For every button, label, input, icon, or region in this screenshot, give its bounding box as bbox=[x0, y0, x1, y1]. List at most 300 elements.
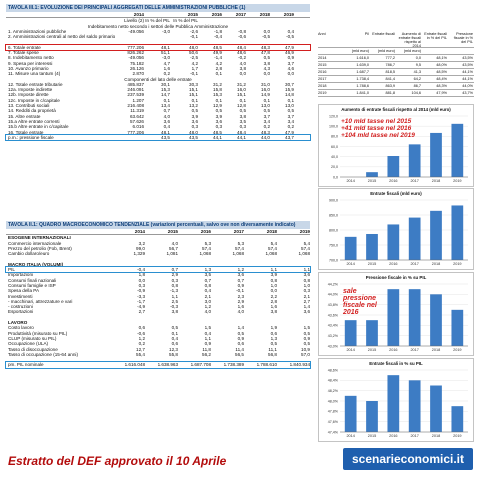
cell-value: 0,1 bbox=[263, 97, 270, 103]
cell-value: 5,4 bbox=[270, 240, 277, 246]
cell: (mld euro) bbox=[351, 49, 369, 53]
cell-value: 2,7 bbox=[303, 298, 310, 304]
cell-value: 1,068 bbox=[298, 251, 310, 257]
x-tick-label: 2018 bbox=[431, 179, 441, 183]
cell-value: 55,4 bbox=[136, 351, 145, 357]
cell-value: 0,4 bbox=[204, 288, 211, 294]
x-tick-label: 2018 bbox=[431, 348, 441, 352]
section-heading: Indebitamento netto secondo i settori delle Pubblica Amministrazione bbox=[87, 23, 229, 29]
cell-value: 0,4 bbox=[287, 28, 294, 34]
cell-value: 43,7 bbox=[285, 134, 294, 140]
cell-value: 237.539 bbox=[127, 92, 144, 98]
cell-value: 6.016 bbox=[132, 124, 144, 130]
cell-value: 1.638.963 bbox=[157, 362, 178, 368]
cell: Anni bbox=[318, 32, 326, 36]
cell: 0,0 bbox=[415, 56, 421, 60]
cell-value: -0,6 bbox=[238, 34, 246, 40]
cell-value: -1,8 bbox=[214, 28, 222, 34]
cell-value: 2016 bbox=[200, 229, 211, 234]
cell-value: 3,2 bbox=[138, 240, 145, 246]
cell-value: 0,9 bbox=[303, 335, 310, 341]
cell-value: -1,3 bbox=[170, 288, 178, 294]
cell-value: -3,3 bbox=[137, 293, 145, 299]
bar bbox=[430, 294, 442, 346]
row-label: Investimenti bbox=[8, 293, 33, 299]
y-tick-label: 43,2% bbox=[327, 333, 338, 338]
x-tick-label: 2018 bbox=[431, 262, 441, 266]
cell-value: -0,1 bbox=[190, 71, 198, 77]
cell-value: 0,9 bbox=[287, 55, 294, 61]
cell-value: 4,0 bbox=[239, 60, 246, 66]
cell-value: 0,9 bbox=[237, 335, 244, 341]
x-tick-label: 2017 bbox=[410, 434, 419, 438]
cell-value: -3,0 bbox=[162, 55, 170, 61]
cell-value: 777.206 bbox=[127, 129, 144, 135]
x-tick-label: 2017 bbox=[410, 179, 419, 183]
cell: 2016 bbox=[318, 70, 327, 74]
cell-value: 5,4 bbox=[303, 240, 310, 246]
y-tick-label: 43,4% bbox=[327, 323, 338, 328]
bar bbox=[345, 237, 357, 260]
cell-value: 48,5 bbox=[213, 129, 222, 135]
cell: 86,7 bbox=[413, 84, 421, 88]
cell-value: 0,0 bbox=[239, 71, 246, 77]
cell: 41,3 bbox=[413, 70, 421, 74]
cell-value: 31,2 bbox=[237, 81, 246, 87]
cell-value: 1,1 bbox=[270, 267, 277, 273]
y-tick-label: 48,6% bbox=[327, 368, 338, 373]
x-tick-label: 2017 bbox=[410, 348, 419, 352]
summary-row bbox=[318, 76, 474, 83]
cell-value: 0,6 bbox=[171, 341, 178, 347]
cell: 2017 bbox=[318, 77, 327, 81]
cell-value: 3,8 bbox=[270, 309, 277, 315]
row-label: Cambio dollaro/euro bbox=[8, 251, 50, 257]
cell-value: 3,4 bbox=[287, 118, 294, 124]
row-label: Commercio internazionale bbox=[8, 240, 62, 246]
cell-value: 1,1 bbox=[204, 335, 211, 341]
cell-value: 1,068 bbox=[265, 251, 277, 257]
cell: 9,5 bbox=[415, 63, 421, 67]
cell: 48,5% bbox=[436, 70, 447, 74]
cell: 881,8 bbox=[385, 91, 395, 95]
chart-pressione bbox=[318, 272, 474, 356]
y-tick-label: 44,0% bbox=[327, 292, 338, 297]
cell-value: 0,6 bbox=[270, 330, 277, 336]
x-tick-label: 2016 bbox=[389, 434, 398, 438]
summary-subheader bbox=[318, 48, 474, 55]
cell-value: 48,0 bbox=[189, 129, 198, 135]
chart-increase-svg bbox=[318, 104, 474, 187]
cell: 43,7% bbox=[462, 91, 473, 95]
cell: 44,1% bbox=[462, 77, 473, 81]
table-macro bbox=[6, 221, 310, 368]
cell-value: 4,6 bbox=[287, 65, 294, 71]
cell bbox=[422, 48, 448, 54]
cell-value: 48,4 bbox=[237, 129, 246, 135]
annotation-line: 2016 bbox=[343, 309, 359, 316]
row-label: 15.a Altre entrate correnti bbox=[8, 118, 60, 124]
row-label: pm. PIL nominale bbox=[8, 362, 44, 368]
cell-value: 44,1 bbox=[237, 134, 246, 140]
cell: 48,1% bbox=[436, 56, 447, 60]
bar bbox=[345, 320, 357, 346]
table-row bbox=[6, 251, 310, 256]
bar bbox=[430, 133, 442, 177]
cell-value: -2,5 bbox=[190, 55, 198, 61]
cell: 1.639,0 bbox=[356, 63, 369, 67]
x-tick-label: 2014 bbox=[346, 434, 355, 438]
cell-value: 0,5 bbox=[263, 108, 270, 114]
cell-value: 0,5 bbox=[239, 108, 246, 114]
x-tick-label: 2016 bbox=[389, 179, 398, 183]
cell-value: 0,3 bbox=[239, 124, 246, 130]
chart-title: Pressione fiscale in % su PIL bbox=[365, 275, 427, 280]
x-tick-label: 2019 bbox=[453, 434, 462, 438]
cell-value: 1,068 bbox=[232, 251, 244, 257]
cell-value: 56,8 bbox=[268, 351, 277, 357]
cell: 48,4% bbox=[436, 77, 447, 81]
row-label: 10. Avanzo primario bbox=[8, 65, 49, 71]
summary-row bbox=[318, 83, 474, 90]
cell-value: 0,5 bbox=[191, 108, 198, 114]
cell: 2015 bbox=[318, 63, 327, 67]
cell-value: 1,4 bbox=[237, 325, 244, 331]
annotation-increase bbox=[341, 118, 415, 139]
x-tick-label: 2018 bbox=[431, 434, 441, 438]
y-tick-label: 48,2% bbox=[327, 388, 338, 393]
cell-value: 216.408 bbox=[127, 103, 144, 109]
cell-value: 43,5 bbox=[189, 134, 198, 140]
chart-title: Aumento di entrate fiscali rispetto al 2014 (mld euro) bbox=[341, 107, 451, 112]
cell: 1.788,6 bbox=[356, 84, 369, 88]
cell-value: 3,9 bbox=[191, 113, 198, 119]
cell-value: 1,2 bbox=[237, 267, 244, 273]
summary-row bbox=[318, 90, 474, 97]
row-label: CLUP (misurato su PIL) bbox=[8, 335, 57, 341]
row-label: Esportazioni bbox=[8, 309, 34, 315]
cell-value: 4,0 bbox=[163, 113, 170, 119]
cell-value: 31,0 bbox=[261, 81, 270, 87]
cell-value: 4,2 bbox=[215, 60, 222, 66]
cell-value: 4,3 bbox=[263, 65, 270, 71]
y-tick-label: 43,8% bbox=[327, 302, 338, 307]
cell: 1.687,7 bbox=[356, 70, 369, 74]
cell-value: 57,4 bbox=[202, 245, 211, 251]
cell-value: 15,1 bbox=[189, 92, 198, 98]
cell-value: 0,1 bbox=[287, 97, 294, 103]
cell-value: 0,2 bbox=[163, 71, 170, 77]
cell-value: 2018 bbox=[259, 12, 270, 17]
cell-value: 0,2 bbox=[138, 341, 145, 347]
cell-value: 0,0 bbox=[287, 71, 294, 77]
cell-value: 47,8 bbox=[261, 50, 270, 56]
x-tick-label: 2014 bbox=[346, 179, 355, 183]
cell-value: 11.319 bbox=[130, 108, 144, 114]
table-row bbox=[6, 309, 310, 314]
cell-value: 2,8 bbox=[215, 65, 222, 71]
cell bbox=[318, 48, 344, 54]
bar bbox=[366, 172, 378, 177]
row-label: MACRO ITALIA (VOLUMI) bbox=[8, 261, 64, 267]
cell: (mld euro) bbox=[403, 49, 421, 53]
cell-value: 0,5 bbox=[171, 325, 178, 331]
row-label: 1. Amministrazioni pubbliche bbox=[8, 28, 67, 34]
x-tick-label: 2014 bbox=[346, 262, 355, 266]
cell-value: 48,6 bbox=[237, 50, 246, 56]
y-tick-label: 43,6% bbox=[327, 313, 338, 318]
bar bbox=[366, 320, 378, 346]
summary-header bbox=[318, 32, 474, 48]
cell-value: 48,0 bbox=[189, 44, 198, 50]
y-tick-label: 60,0 bbox=[331, 144, 338, 149]
cell: (mld euro) bbox=[377, 49, 395, 53]
y-tick-label: 40,0 bbox=[331, 154, 338, 159]
y-tick-label: 800,0 bbox=[329, 228, 338, 233]
cell-value: 0,0 bbox=[263, 28, 270, 34]
cell: Entrate fiscali bbox=[372, 32, 395, 36]
cell-value: 55,8 bbox=[169, 351, 178, 357]
cell-value: 0,7 bbox=[171, 267, 178, 273]
cell-value: 13,0 bbox=[261, 103, 270, 109]
cell-value: 46,9 bbox=[285, 50, 294, 56]
cell-value: 16,0 bbox=[261, 87, 270, 93]
cell-value: 0,0 bbox=[263, 71, 270, 77]
cell-value: -0,1 bbox=[236, 288, 244, 294]
cell-value: 2017 bbox=[235, 12, 246, 17]
cell: 841,4 bbox=[385, 77, 395, 81]
x-tick-label: 2019 bbox=[453, 348, 462, 352]
row-label: Tasso di disoccupazione bbox=[8, 346, 58, 352]
cell-value: 0,9 bbox=[204, 341, 211, 347]
cell-value: 1,5 bbox=[204, 325, 211, 331]
cell-value: 0,5 bbox=[270, 341, 277, 347]
cell-value: 0,6 bbox=[237, 341, 244, 347]
cell-value: 30,3 bbox=[189, 81, 198, 87]
cell-value: 26.126 bbox=[129, 65, 144, 71]
cell-value: 57,4 bbox=[268, 245, 277, 251]
cell: 43,5% bbox=[462, 56, 473, 60]
chart-increase bbox=[318, 104, 474, 187]
summary-row bbox=[318, 55, 474, 62]
cell-value: 777.206 bbox=[127, 44, 144, 50]
row-label: 16. Totale entrate bbox=[8, 129, 44, 135]
summary-row bbox=[318, 69, 474, 76]
cell-value: 3,6 bbox=[237, 272, 244, 278]
cell-value: 4,7 bbox=[163, 60, 170, 66]
cell: Pressione fiscale in % del PIL bbox=[453, 32, 473, 44]
cell-value: 3,7 bbox=[287, 60, 294, 66]
row-label: PIL bbox=[8, 267, 15, 273]
cell-value: 0,1 bbox=[215, 97, 222, 103]
cell-value: 1,1 bbox=[303, 267, 310, 273]
row-label: 15.b Altre entrate in c/capitale bbox=[8, 124, 69, 130]
table-row bbox=[6, 34, 310, 39]
row-label: Spesa della PA bbox=[8, 288, 40, 294]
annotation-line: fiscale nel bbox=[343, 302, 377, 309]
y-tick-label: 850,0 bbox=[329, 213, 338, 218]
cell-value: 12,8 bbox=[237, 103, 246, 109]
cell-value: -49.056 bbox=[128, 55, 144, 61]
cell-value: 826.262 bbox=[127, 50, 144, 56]
row-label: Importazioni bbox=[8, 272, 34, 278]
cell-value: 15,3 bbox=[213, 92, 222, 98]
cell-value: 0,3 bbox=[215, 124, 222, 130]
cell-value: 2,2 bbox=[270, 293, 277, 299]
cell-value bbox=[270, 18, 294, 23]
cell-value: 0,5 bbox=[303, 330, 310, 336]
y-tick-label: 48,0% bbox=[327, 399, 338, 404]
bar bbox=[345, 396, 357, 432]
y-tick-label: 47,6% bbox=[327, 419, 338, 424]
x-tick-label: 2015 bbox=[367, 262, 377, 266]
cell-value: 2017 bbox=[233, 229, 244, 234]
row-label: Consumi finali nazionali bbox=[8, 277, 57, 283]
cell-value: 2014 bbox=[134, 229, 145, 234]
cell-value: 13,2 bbox=[189, 103, 198, 109]
cell-value: -0,8 bbox=[238, 28, 246, 34]
cell-value: 63.642 bbox=[129, 113, 144, 119]
cell: 786,7 bbox=[385, 63, 395, 67]
x-tick-label: 2015 bbox=[367, 348, 377, 352]
cell-value: 0,3 bbox=[171, 277, 178, 283]
cell-value: 4,0 bbox=[237, 309, 244, 315]
bar bbox=[409, 380, 421, 432]
bar bbox=[387, 156, 399, 177]
cell-value: -0,6 bbox=[137, 330, 145, 336]
cell-value: 1.738.389 bbox=[223, 362, 244, 368]
cell-value: 2015 bbox=[187, 12, 198, 17]
cell-value: 44,0 bbox=[261, 134, 270, 140]
chart-pressione-svg bbox=[318, 272, 474, 356]
cell-value: 3,6 bbox=[303, 272, 310, 278]
cell-value: 1.687.708 bbox=[190, 362, 211, 368]
cell-value: 3,9 bbox=[270, 272, 277, 278]
row-label: Costo lavoro bbox=[8, 325, 34, 331]
x-tick-label: 2014 bbox=[346, 348, 355, 352]
table1-body bbox=[6, 12, 310, 140]
row-label: 12b. Imposte dirette bbox=[8, 92, 49, 98]
cell bbox=[448, 48, 474, 54]
cell-value: 2,5 bbox=[171, 298, 178, 304]
cell-value: 2,8 bbox=[270, 298, 277, 304]
cell-value: -0,2 bbox=[238, 55, 246, 61]
cell: 44,1% bbox=[462, 70, 473, 74]
table-aggregati bbox=[6, 4, 310, 140]
cell-value: 3,6 bbox=[191, 118, 198, 124]
cell-value: 1,8 bbox=[138, 272, 145, 278]
cell-value: -2,6 bbox=[190, 28, 198, 34]
cell-value: 0,5 bbox=[237, 330, 244, 336]
cell-value: 485.837 bbox=[127, 81, 144, 87]
cell-value: 0,5 bbox=[263, 55, 270, 61]
y-tick-label: 44,2% bbox=[327, 282, 338, 287]
cell-value: 2,9 bbox=[237, 298, 244, 304]
section-heading: Componenti del lato delle entrate bbox=[124, 76, 192, 82]
cell-value: 1,3 bbox=[270, 335, 277, 341]
cell-value: 0,1 bbox=[171, 330, 178, 336]
cell-value: 15,1 bbox=[237, 92, 246, 98]
row-label: 14. Redditi da proprietà bbox=[8, 108, 56, 114]
cell-value: 3,9 bbox=[215, 113, 222, 119]
cell-value: 0,1 bbox=[163, 97, 170, 103]
row-label: Occupazione (ULA) bbox=[8, 341, 49, 347]
cell-value: 57,4 bbox=[235, 245, 244, 251]
summary-row bbox=[318, 62, 474, 69]
cell-value: 1,5 bbox=[303, 325, 310, 331]
cell-value: 3,7 bbox=[263, 113, 270, 119]
footer-caption: Estratto del DEF approvato il 10 Aprile bbox=[8, 454, 227, 468]
cell-value: 0,7 bbox=[204, 277, 211, 283]
cell-value: 11,8 bbox=[202, 346, 211, 352]
cell-value: 1,3 bbox=[204, 267, 211, 273]
bar bbox=[387, 375, 399, 432]
chart-entrate-svg bbox=[318, 188, 474, 270]
bar bbox=[451, 205, 463, 260]
y-tick-label: 0,0 bbox=[333, 175, 338, 180]
x-tick-label: 2019 bbox=[453, 262, 462, 266]
x-tick-label: 2015 bbox=[367, 179, 377, 183]
cell-value: 3,6 bbox=[303, 309, 310, 315]
y-tick-label: 120,0 bbox=[329, 114, 338, 119]
cell-value: 1,0 bbox=[303, 282, 310, 288]
cell-value: 2,1 bbox=[204, 293, 211, 299]
cell-value: Livello (2) bbox=[124, 18, 144, 24]
cell-value: 12,9 bbox=[213, 103, 222, 109]
cell-value: 0,9 bbox=[237, 282, 244, 288]
cell-value: 48,3 bbox=[261, 129, 270, 135]
cell-value: 0,8 bbox=[171, 282, 178, 288]
cell-value: 0,8 bbox=[270, 277, 277, 283]
bar bbox=[451, 406, 463, 432]
cell-value: 1,2 bbox=[138, 335, 145, 341]
cell-value: -0,4 bbox=[214, 34, 222, 40]
row-label: 12a. Imposte indirette bbox=[8, 87, 53, 93]
cell-value: 5,3 bbox=[237, 240, 244, 246]
y-tick-label: 47,4% bbox=[327, 430, 338, 435]
row-label: 15. Altre entrate bbox=[8, 113, 41, 119]
chart-title: Entrate fiscali (mld euro) bbox=[370, 191, 422, 196]
cell-value: 48,3 bbox=[261, 44, 270, 50]
cell-value: -0,3 bbox=[170, 304, 178, 310]
row-label: Prezzo del petrolio (Fob, Brent) bbox=[8, 245, 72, 251]
cell-value: 3,5 bbox=[204, 272, 211, 278]
cell: 48,0% bbox=[436, 63, 447, 67]
cell-value: 1,6 bbox=[163, 65, 170, 71]
cell-value: 0,5 bbox=[303, 341, 310, 347]
annotation-pressure bbox=[343, 288, 377, 316]
row-label: 6. Totale entrate bbox=[8, 44, 41, 50]
cell-value: 14,8 bbox=[285, 92, 294, 98]
cell-value: 0,8 bbox=[204, 282, 211, 288]
cell: 2019 bbox=[318, 91, 327, 95]
brand-logo[interactable]: scenarieconomici.it bbox=[343, 448, 473, 470]
cell-value: 49,9 bbox=[213, 50, 222, 56]
cell-value: -0,4 bbox=[137, 267, 145, 273]
cell-value bbox=[144, 12, 170, 17]
row-label: 11. Misure una tantum (4) bbox=[8, 71, 61, 77]
y-tick-label: 900,0 bbox=[329, 198, 338, 203]
cell-value bbox=[246, 18, 270, 23]
bar bbox=[387, 289, 399, 346]
cell-value: 48,1 bbox=[161, 44, 170, 50]
bar bbox=[430, 211, 442, 260]
row-label: Produttività (misurato su PIL) bbox=[8, 330, 68, 336]
cell-value: 12,7 bbox=[136, 346, 145, 352]
cell: 1.841,0 bbox=[356, 91, 369, 95]
cell-value: 0,2 bbox=[263, 124, 270, 130]
cell-value: 0,3 bbox=[303, 288, 310, 294]
